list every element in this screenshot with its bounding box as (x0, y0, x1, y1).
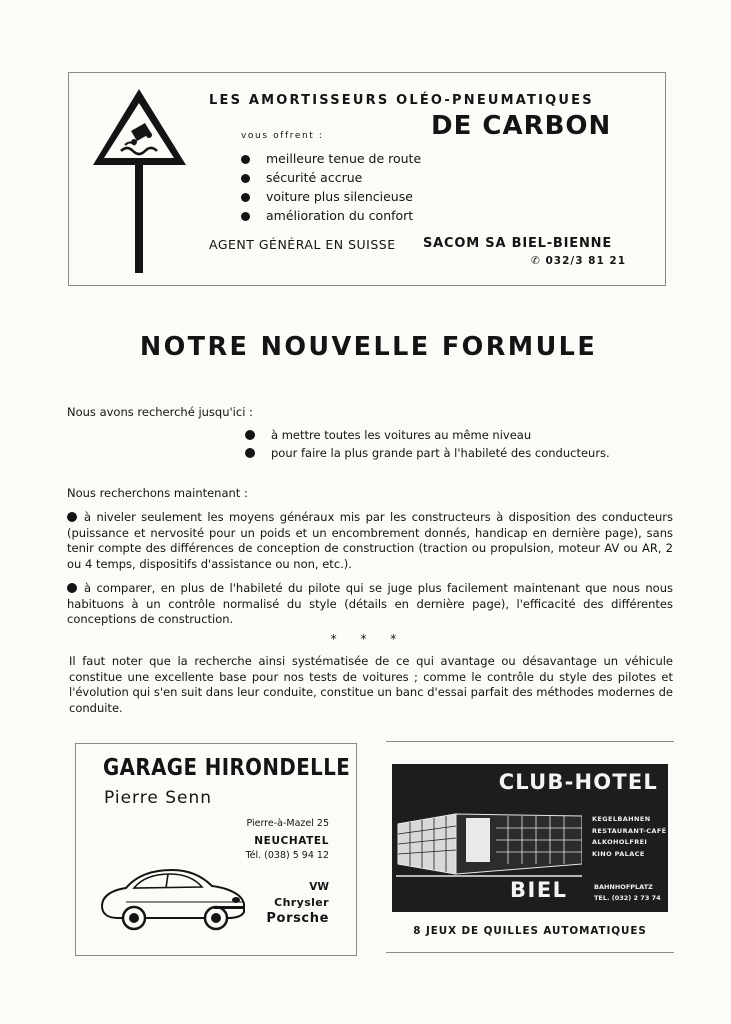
point-two-paragraph: à comparer, en plus de l'habileté du pilote qui se juge plus facilement maintenant que nous nous habituons à un contrôle normalisé du style (détails en dernière page), l'efficacité des différentes conceptions de construction. (67, 581, 673, 626)
list-item: voiture plus silencieuse (241, 187, 421, 206)
bullet-icon (241, 155, 250, 164)
ad-headline: LES AMORTISSEURS OLÉO-PNEUMATIQUES (209, 93, 594, 108)
club-hotel-panel (392, 764, 668, 912)
garage-phone: Tél. (038) 5 94 12 (245, 850, 329, 861)
garage-hirondelle-ad (75, 743, 357, 956)
list-item: KEGELBAHNEN (592, 815, 651, 823)
garage-street: Pierre-à-Mazel 25 (246, 818, 329, 829)
agent-phone: ✆ 032/3 81 21 (531, 255, 627, 267)
bullet-icon (241, 174, 250, 183)
hotel-name: CLUB-HOTEL (498, 770, 658, 794)
hotel-services (592, 814, 667, 860)
bullet-icon (241, 212, 250, 221)
club-hotel-ad (386, 741, 674, 953)
bullet-icon (67, 583, 77, 593)
brand-chrysler: Chrysler (274, 896, 329, 909)
bullet-icon (67, 512, 77, 522)
hotel-address: BAHNHOFPLATZ TEL. (032) 2 73 74 (594, 883, 661, 902)
ad-brand: DE CARBON (431, 111, 612, 141)
garage-city: NEUCHATEL (254, 835, 329, 847)
point-one-paragraph: à niveler seulement les moyens généraux mis par les constructeurs à disposition des conducteurs (puissance et nervosité pour un poids et un encombrement donnés, handicap en dernière page), sans tenir compte des différences de conception de construction (traction ou propulsion, moteur AV ou AR, 2 ou 4 temps, dispositifs d'assistance ou non, etc.). (67, 510, 673, 571)
carbon-shock-absorber-ad (68, 72, 666, 286)
list-item: sécurité accrue (241, 168, 421, 187)
hotel-city: BIEL (510, 878, 568, 902)
list-item: pour faire la plus grande part à l'habileté des conducteurs. (245, 446, 610, 462)
bullet-icon (241, 193, 250, 202)
section-separator: * * * (330, 632, 407, 646)
list-item: KINO PALACE (592, 849, 645, 858)
list-item: à mettre toutes les voitures au même niveau (245, 428, 531, 444)
list-item: ALKOHOLFREI (592, 838, 648, 846)
bullet-icon (245, 430, 255, 440)
agent-name: SACOM SA BIEL-BIENNE (423, 236, 612, 251)
ad-offer-text: vous offrent : (241, 131, 324, 141)
hotel-building-illustration (396, 802, 582, 878)
brand-porsche: Porsche (266, 911, 329, 926)
garage-owner: Pierre Senn (104, 788, 213, 808)
hotel-tagline: 8 JEUX DE QUILLES AUTOMATIQUES (413, 924, 647, 937)
list-item: meilleure tenue de route (241, 149, 421, 168)
list-item: amélioration du confort (241, 206, 421, 225)
agent-label: AGENT GÉNÉRAL EN SUISSE (209, 237, 396, 252)
closing-paragraph: Il faut noter que la recherche ainsi systématisée de ce qui avantage ou désavantage un véhicule constitue une excellente base pour nos tests de voitures ; comme le contrôle du style des pilotes et l'évolution qui s'en suit dans leur conduite, constitue un banc d'essai parfait des méthodes modernes de conduite. (69, 654, 673, 715)
porsche-car-illustration (96, 860, 248, 934)
page-title: NOTRE NOUVELLE FORMULE (139, 332, 598, 362)
slippery-road-sign-icon (91, 85, 191, 277)
garage-name: GARAGE HIRONDELLE (103, 755, 351, 781)
brand-vw: VW (309, 881, 329, 893)
bullet-icon (245, 448, 255, 458)
intro-text: Nous avons recherché jusqu'ici : (67, 405, 253, 419)
list-item: RESTAURANT-CAFÉ (592, 826, 667, 835)
benefit-list (241, 149, 421, 225)
now-intro-text: Nous recherchons maintenant : (67, 486, 248, 500)
